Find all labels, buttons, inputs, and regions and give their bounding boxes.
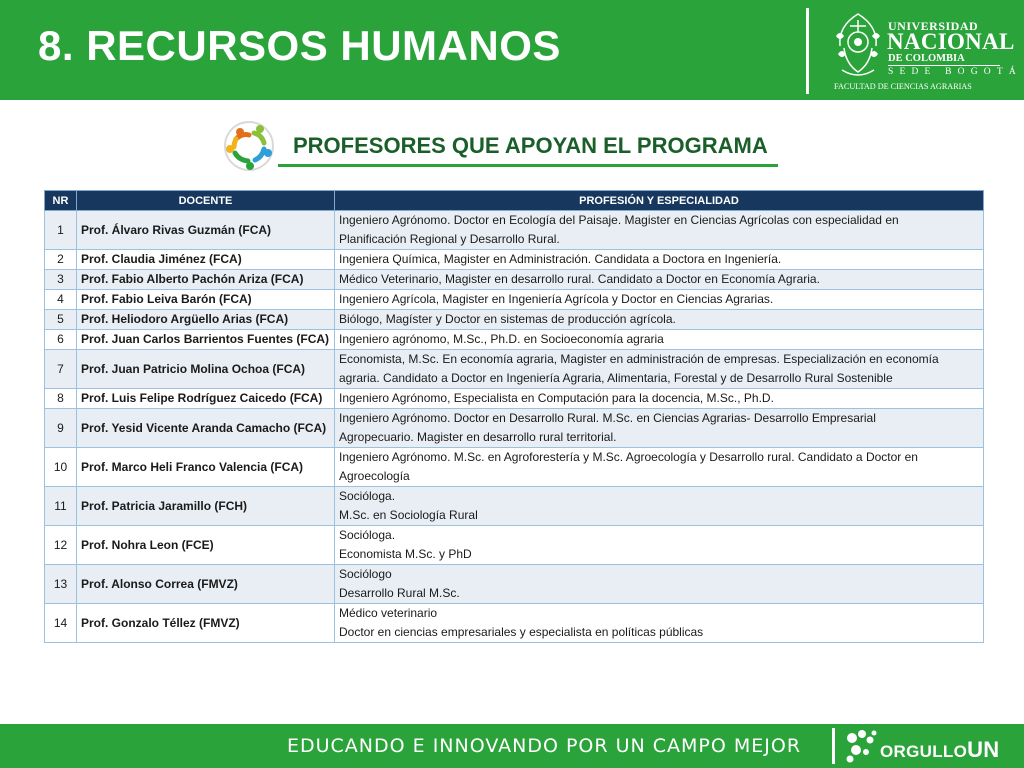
profesion-line: Ingeniero agrónomo, M.Sc., Ph.D. en Socioeconomía agraria <box>339 332 664 346</box>
cell-profesion <box>335 290 984 310</box>
cell-profesion <box>335 389 984 409</box>
profesion-line: M.Sc. en Sociología Rural <box>339 508 478 522</box>
page-title: 8. RECURSOS HUMANOS <box>38 22 561 69</box>
table-row <box>45 409 984 448</box>
cell-nr: 8 <box>45 389 77 409</box>
cell-nr: 13 <box>45 565 77 604</box>
profesion-line: Economista, M.Sc. En economía agraria, Magister en administración de empresas. Especialización en economía <box>339 352 939 366</box>
cell-nr: 4 <box>45 290 77 310</box>
table-body <box>45 211 984 643</box>
cell-docente: Prof. Fabio Leiva Barón (FCA) <box>77 290 335 310</box>
table-row <box>45 250 984 270</box>
profesion-line: agraria. Candidato a Doctor en Ingeniería Agraria, Alimentaria, Forestal y de Desarrollo Rural Sostenible <box>339 371 893 385</box>
logo-line-nacional: NACIONAL <box>887 29 1015 54</box>
cell-docente: Prof. Nohra Leon (FCE) <box>77 526 335 565</box>
cell-nr: 12 <box>45 526 77 565</box>
header-divider <box>806 8 809 94</box>
header-bar <box>0 0 1024 100</box>
cell-docente: Prof. Gonzalo Téllez (FMVZ) <box>77 604 335 643</box>
profesion-line: Socióloga. <box>339 489 396 503</box>
profesion-line: Socióloga. <box>339 528 396 542</box>
table-row <box>45 565 984 604</box>
brand-main-text: ORGULLO <box>880 742 968 761</box>
cell-nr: 5 <box>45 310 77 330</box>
profesion-line: Biólogo, Magíster y Doctor en sistemas de producción agrícola. <box>339 312 676 326</box>
subtitle-underline <box>278 164 778 167</box>
table-row <box>45 604 984 643</box>
logo-line-facultad: FACULTAD DE CIENCIAS AGRARIAS <box>834 82 972 91</box>
university-logo <box>832 6 1022 94</box>
profesion-line: Agropecuario. Magister en desarrollo rural territorial. <box>339 430 617 444</box>
section-subtitle: PROFESORES QUE APOYAN EL PROGRAMA <box>293 133 768 158</box>
profesion-line: Médico veterinario <box>339 606 438 620</box>
cell-docente: Prof. Fabio Alberto Pachón Ariza (FCA) <box>77 270 335 290</box>
cell-profesion <box>335 487 984 526</box>
cell-profesion <box>335 211 984 250</box>
profesion-line: Médico Veterinario, Magister en desarrollo rural. Candidato a Doctor en Economía Agraria. <box>339 272 820 286</box>
cell-docente: Prof. Juan Patricio Molina Ochoa (FCA) <box>77 350 335 389</box>
table-row <box>45 487 984 526</box>
cell-nr: 6 <box>45 330 77 350</box>
cell-nr: 11 <box>45 487 77 526</box>
table-row <box>45 350 984 389</box>
brand-suffix-text: UN <box>967 737 1000 762</box>
cell-profesion <box>335 310 984 330</box>
cell-profesion <box>335 565 984 604</box>
table-header-row <box>45 191 984 211</box>
cell-nr: 9 <box>45 409 77 448</box>
cell-docente: Prof. Heliodoro Argüello Arias (FCA) <box>77 310 335 330</box>
profesion-line: Ingeniero Agrícola, Magister en Ingeniería Agrícola y Doctor en Ciencias Agrarias. <box>339 292 774 306</box>
cell-docente: Prof. Juan Carlos Barrientos Fuentes (FCA) <box>77 330 335 350</box>
cell-docente: Prof. Patricia Jaramillo (FCH) <box>77 487 335 526</box>
cell-nr: 7 <box>45 350 77 389</box>
cell-nr: 1 <box>45 211 77 250</box>
cell-nr: 3 <box>45 270 77 290</box>
cell-docente: Prof. Yesid Vicente Aranda Camacho (FCA) <box>77 409 335 448</box>
profesion-line: Ingeniero Agrónomo, Especialista en Computación para la docencia, M.Sc., Ph.D. <box>339 391 774 405</box>
cell-profesion <box>335 350 984 389</box>
people-circle-icon <box>222 119 276 173</box>
table-row <box>45 448 984 487</box>
cell-profesion <box>335 526 984 565</box>
profesion-line: Ingeniera Química, Magister en Administración. Candidata a Doctora en Ingeniería. <box>339 252 782 266</box>
logo-line-sede: SEDE BOGOTÁ <box>888 67 1022 77</box>
col-header-docente: DOCENTE <box>77 191 335 211</box>
cell-docente: Prof. Alonso Correa (FMVZ) <box>77 565 335 604</box>
table-row <box>45 211 984 250</box>
profesion-line: Ingeniero Agrónomo. Doctor en Desarrollo Rural. M.Sc. en Ciencias Agrarias- Desarrollo Empresarial <box>339 411 876 425</box>
profesion-line: Agroecología <box>339 469 410 483</box>
cell-profesion <box>335 448 984 487</box>
cell-profesion <box>335 330 984 350</box>
cell-profesion <box>335 409 984 448</box>
cell-profesion <box>335 270 984 290</box>
cell-docente: Prof. Marco Heli Franco Valencia (FCA) <box>77 448 335 487</box>
table-row <box>45 330 984 350</box>
cell-docente: Prof. Claudia Jiménez (FCA) <box>77 250 335 270</box>
col-header-profesion: PROFESIÓN Y ESPECIALIDAD <box>335 191 984 211</box>
cell-profesion <box>335 604 984 643</box>
cell-nr: 10 <box>45 448 77 487</box>
logo-line-de-colombia: DE COLOMBIA <box>888 53 965 64</box>
profesion-line: Economista M.Sc. y PhD <box>339 547 472 561</box>
cell-nr: 14 <box>45 604 77 643</box>
table-row <box>45 310 984 330</box>
table-row <box>45 389 984 409</box>
profesion-line: Doctor en ciencias empresariales y especialista en políticas públicas <box>339 625 704 639</box>
professors-table <box>44 190 984 643</box>
profesion-line: Sociólogo <box>339 567 392 581</box>
logo-rule <box>888 65 1000 66</box>
university-seal-icon <box>832 6 884 78</box>
cell-docente: Prof. Álvaro Rivas Guzmán (FCA) <box>77 211 335 250</box>
cell-profesion <box>335 250 984 270</box>
table-row <box>45 526 984 565</box>
table-row <box>45 270 984 290</box>
table-row <box>45 290 984 310</box>
footer-divider <box>832 728 835 764</box>
profesion-line: Planificación Regional y Desarrollo Rural. <box>339 232 560 246</box>
cell-nr: 2 <box>45 250 77 270</box>
cell-docente: Prof. Luis Felipe Rodríguez Caicedo (FCA) <box>77 389 335 409</box>
orgullo-un-brand <box>880 737 999 763</box>
footer-slogan: EDUCANDO E INNOVANDO POR UN CAMPO MEJOR <box>287 735 802 757</box>
profesion-line: Desarrollo Rural M.Sc. <box>339 586 460 600</box>
profesion-line: Ingeniero Agrónomo. M.Sc. en Agroforestería y M.Sc. Agroecología y Desarrollo rural. Candidato a Doctor en <box>339 450 918 464</box>
footer-bar <box>0 724 1024 768</box>
logo-line-universidad: UNIVERSIDAD <box>888 19 979 33</box>
col-header-nr: NR <box>45 191 77 211</box>
profesion-line: Ingeniero Agrónomo. Doctor en Ecología del Paisaje. Magister en Ciencias Agrícolas con especialidad en <box>339 213 899 227</box>
